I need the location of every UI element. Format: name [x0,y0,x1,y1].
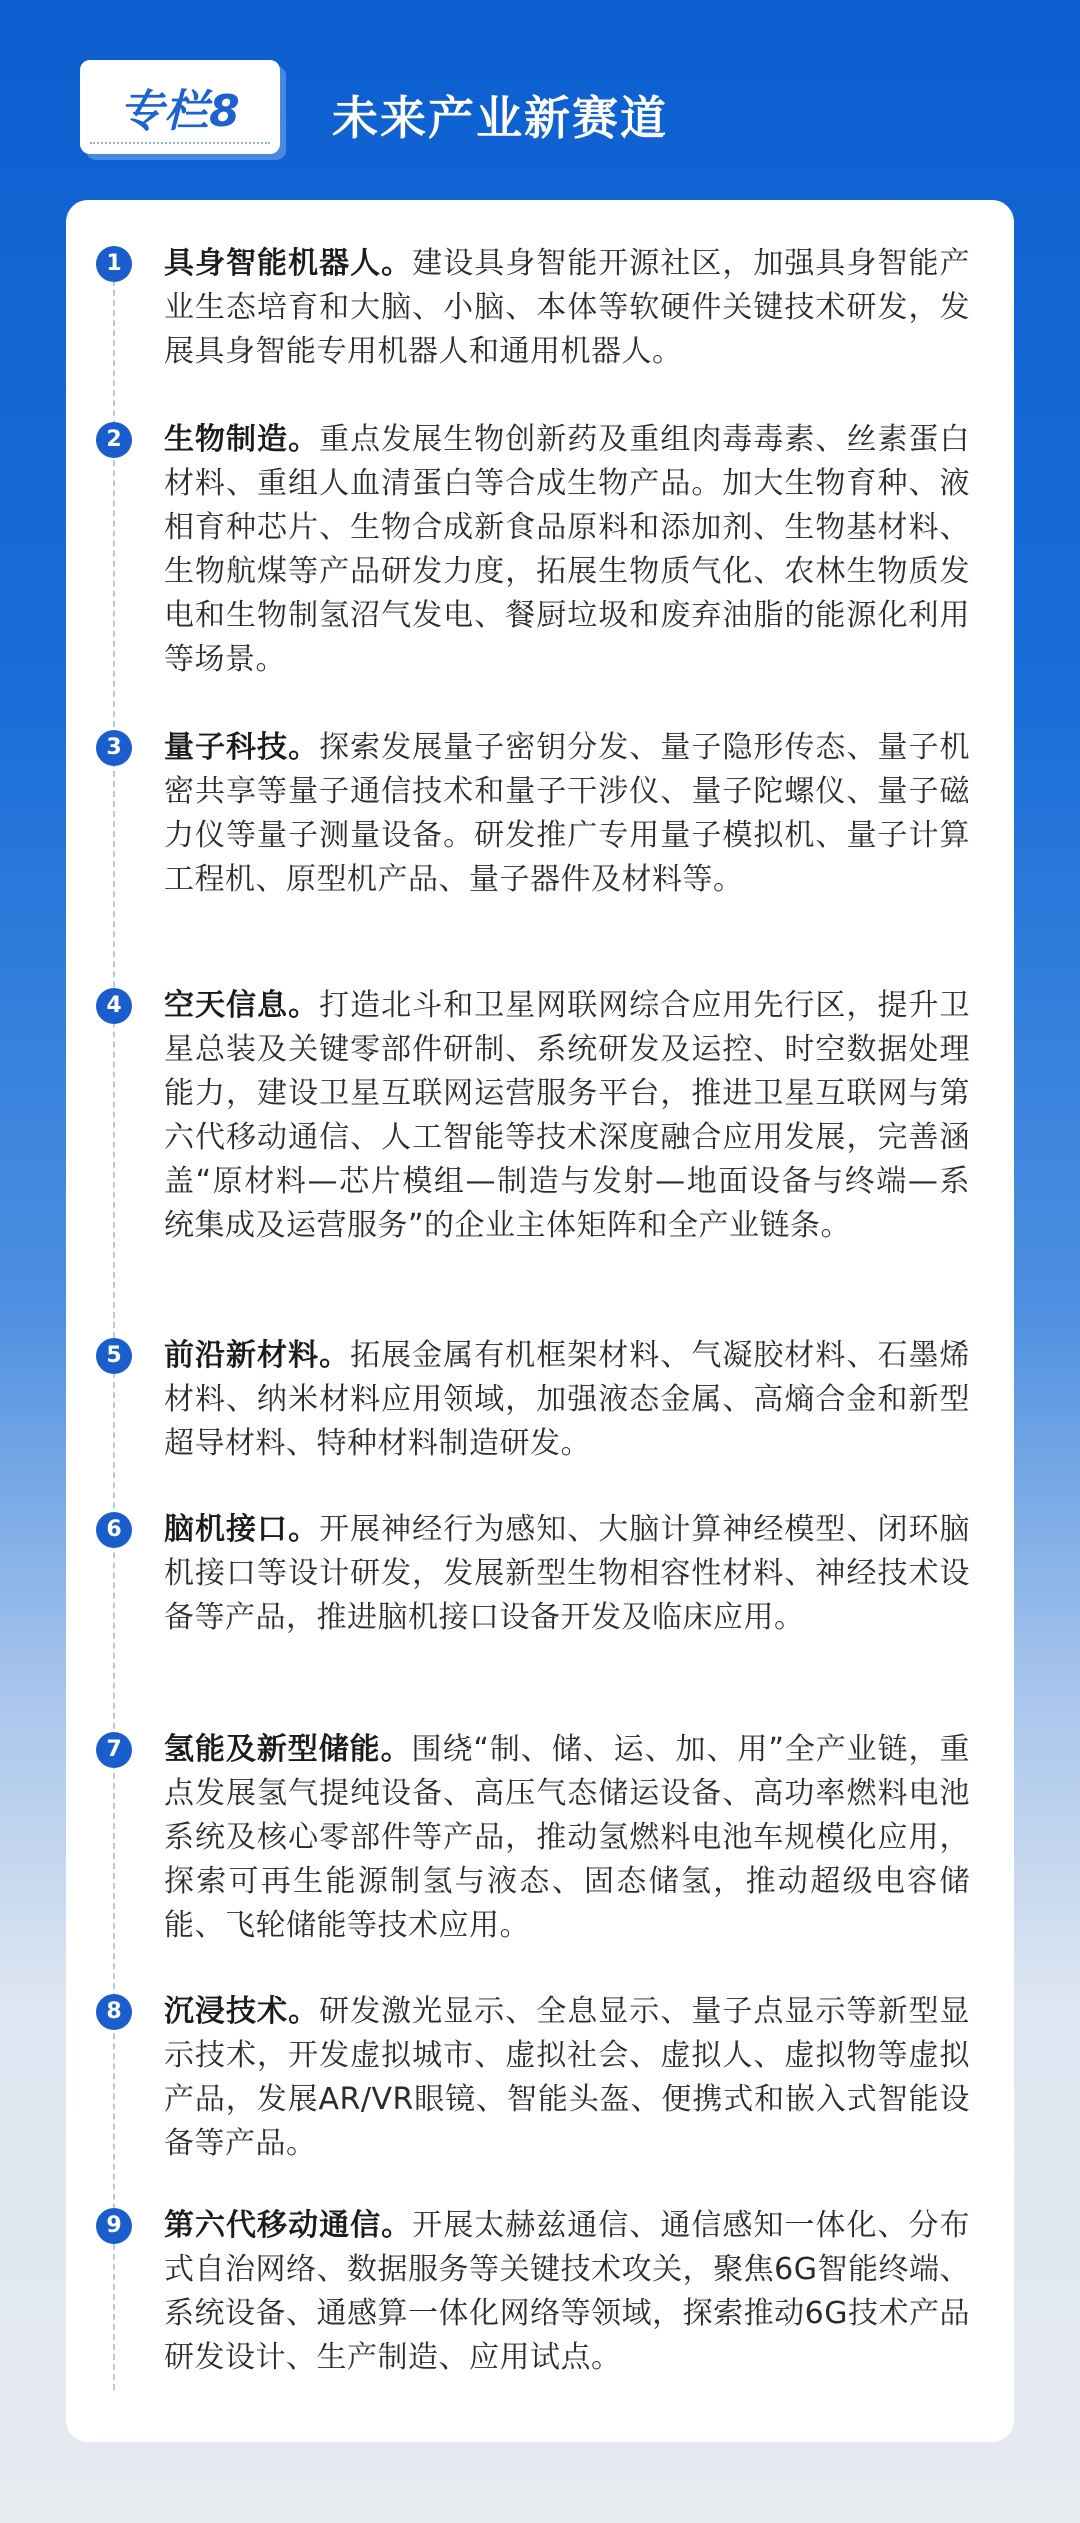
item-text [164,2204,970,2380]
item-text [164,1334,970,1466]
item-text [164,1990,970,2166]
item-number: 8 [96,1994,132,2030]
item-number: 6 [96,1512,132,1548]
item-heading: 氢能及新型储能。 [164,1732,412,1767]
column-header [0,0,1080,200]
item-number: 5 [96,1338,132,1374]
item-body: 建设具身智能开源社区，加强具身智能产业生态培育和大脑、小脑、本体等软硬件关键技术研发，发展具身智能专用机器人和通用机器人。 [164,246,971,369]
item-heading: 生物制造。 [164,422,320,457]
column-title: 未来产业新赛道 [332,91,668,145]
item-heading: 沉浸技术。 [164,1994,320,2029]
item-body: 拓展金属有机框架材料、气凝胶材料、石墨烯材料、纳米材料应用领域，加强液态金属、高熵合金和新型超导材料、特种材料制造研发。 [164,1338,971,1461]
item-body: 围绕“制、储、运、加、用”全产业链，重点发展氢气提纯设备、高压气态储运设备、高功率燃料电池系统及核心零部件等产品，推动氢燃料电池车规模化应用，探索可再生能源制氢与液态、固态储氢，推动超级电容储能、飞轮储能等技术应用。 [164,1732,970,1943]
item-number: 4 [96,988,132,1024]
column-badge-label: 专栏8 [119,86,241,137]
item-heading: 具身智能机器人。 [164,246,413,281]
item-heading: 脑机接口。 [164,1512,320,1547]
item-body: 开展神经行为感知、大脑计算神经模型、闭环脑机接口等设计研发，发展新型生物相容性材料、神经技术设备等产品，推进脑机接口设备开发及临床应用。 [164,1512,971,1635]
item-body: 探索发展量子密钥分发、量子隐形传态、量子机密共享等量子通信技术和量子干涉仪、量子陀螺仪、量子磁力仪等量子测量设备。研发推广专用量子模拟机、量子计算工程机、原型机产品、量子器件及材料等。 [164,730,971,897]
item-body: 研发激光显示、全息显示、量子点显示等新型显示技术，开发虚拟城市、虚拟社会、虚拟人、虚拟物等虚拟产品，发展AR/VR眼镜、智能头盔、便携式和嵌入式智能设备等产品。 [164,1994,971,2161]
item-text [164,1508,970,1640]
item-body: 开展太赫兹通信、通信感知一体化、分布式自治网络、数据服务等关键技术攻关，聚焦6G智能终端、系统设备、通感算一体化网络等领域，探索推动6G技术产品研发设计、生产制造、应用试点。 [164,2208,971,2375]
item-text [164,984,970,1248]
item-text [164,1728,970,1948]
timeline-line [113,260,115,2390]
item-body: 重点发展生物创新药及重组肉毒毒素、丝素蛋白材料、重组人血清蛋白等合成生物产品。加大生物育种、液相育种芯片、生物合成新食品原料和添加剂、生物基材料、生物航煤等产品研发力度，拓展生物质气化、农林生物质发电和生物制氢沼气发电、餐厨垃圾和废弃油脂的能源化利用等场景。 [164,422,971,677]
item-heading: 第六代移动通信。 [164,2208,413,2243]
item-number: 7 [96,1732,132,1768]
item-body: 打造北斗和卫星网联网综合应用先行区，提升卫星总装及关键零部件研制、系统研发及运控、时空数据处理能力，建设卫星互联网运营服务平台，推进卫星互联网与第六代移动通信、人工智能等技术深度融合应用发展，完善涵盖“原材料—芯片模组—制造与发射—地面设备与终端—系统集成及运营服务”的企业主体矩阵和全产业链条。 [164,988,971,1243]
item-number: 2 [96,422,132,458]
item-heading: 量子科技。 [164,730,320,765]
item-number: 1 [96,246,132,282]
item-number: 9 [96,2208,132,2244]
item-heading: 空天信息。 [164,988,320,1023]
column-badge [80,60,280,154]
item-text [164,726,970,902]
item-number: 3 [96,730,132,766]
item-heading: 前沿新材料。 [164,1338,351,1373]
item-text [164,242,970,374]
item-text [164,418,970,682]
